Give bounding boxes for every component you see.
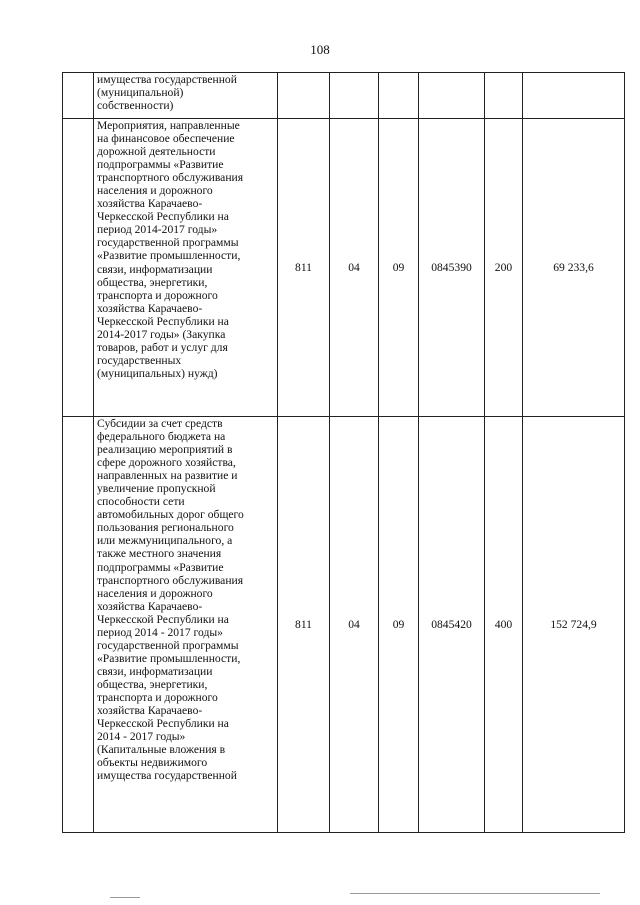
description-line: 2014 - 2017 годы» — [97, 730, 186, 744]
description-line: (муниципальных) нужд) — [97, 366, 218, 380]
table-row — [63, 417, 625, 833]
description-line: подпрограммы «Развитие — [97, 158, 224, 172]
description-line: имущества государственной — [97, 73, 237, 86]
description-line: 2014-2017 годы» (Закупка — [97, 327, 226, 341]
description-line: автомобильных дорог общего — [97, 508, 244, 522]
row-number-cell — [63, 119, 94, 417]
section-cell — [330, 73, 379, 119]
budget-table — [62, 72, 625, 833]
description-line: хозяйства Карачаево- — [97, 197, 203, 211]
scan-artifact-line — [110, 897, 140, 898]
ministry-code-cell — [278, 73, 330, 119]
description-line: период 2014 - 2017 годы» — [97, 625, 223, 639]
description-line: на финансовое обеспечение — [97, 132, 235, 146]
expense-type-cell — [485, 73, 523, 119]
description-line: «Развитие промышленности, — [97, 249, 241, 263]
description-line: (Капитальные вложения в — [97, 743, 226, 757]
table-row — [63, 119, 625, 417]
description-line: направленных на развитие и — [97, 469, 238, 483]
description-cell — [94, 73, 278, 119]
scan-artifact-line — [350, 893, 600, 894]
description-line: транспортного обслуживания — [97, 171, 244, 185]
description-line: хозяйства Карачаево- — [97, 704, 203, 718]
description-line: связи, информатизации — [97, 262, 213, 276]
description-line: Мероприятия, направленные — [97, 119, 240, 132]
description-line: сфере дорожного хозяйства, — [97, 456, 236, 470]
description-line: Черкесской Республики на — [97, 210, 229, 224]
target-article-cell: 0845390 — [419, 119, 485, 417]
description-line: Черкесской Республики на — [97, 612, 229, 626]
subsection-cell: 09 — [379, 119, 419, 417]
description-line: подпрограммы «Развитие — [97, 560, 224, 574]
description-line: общества, энергетики, — [97, 275, 208, 289]
amount-cell — [523, 73, 625, 119]
description-line: государственной программы — [97, 638, 239, 652]
section-cell: 04 — [330, 417, 379, 833]
description-line: реализацию мероприятий в — [97, 443, 233, 457]
description-line: объекты недвижимого — [97, 756, 208, 770]
description-line: населения и дорожного — [97, 184, 213, 198]
description-line: пользования регионального — [97, 521, 234, 535]
description-line: также местного значения — [97, 547, 222, 561]
page-number: 108 — [310, 42, 330, 57]
description-line: хозяйства Карачаево- — [97, 301, 203, 315]
table-row — [63, 73, 625, 119]
description-line: товаров, работ и услуг для — [97, 340, 228, 354]
expense-type-cell: 200 — [485, 119, 523, 417]
description-line: (муниципальной) — [97, 86, 184, 100]
description-line: населения и дорожного — [97, 586, 213, 600]
description-line: имущества государственной — [97, 769, 237, 783]
section-cell: 04 — [330, 119, 379, 417]
description-line: дорожной деятельности — [97, 145, 216, 159]
description-cell — [94, 119, 278, 417]
subsection-cell: 09 — [379, 417, 419, 833]
description-line: транспорта и дорожного — [97, 690, 218, 704]
description-line: увеличение пропускной — [97, 482, 216, 496]
description-line: общества, энергетики, — [97, 677, 208, 691]
amount-cell: 69 233,6 — [523, 119, 625, 417]
description-line: собственности) — [97, 99, 174, 113]
ministry-code-cell: 811 — [278, 417, 330, 833]
description-line: или межмуниципального, а — [97, 534, 233, 548]
description-line: период 2014-2017 годы» — [97, 223, 218, 237]
description-cell — [94, 417, 278, 833]
row-number-cell — [63, 417, 94, 833]
description-line: транспорта и дорожного — [97, 288, 218, 302]
amount-cell: 152 724,9 — [523, 417, 625, 833]
row-number-cell — [63, 73, 94, 119]
description-line: «Развитие промышленности, — [97, 651, 241, 665]
expense-type-cell: 400 — [485, 417, 523, 833]
description-line: федерального бюджета на — [97, 430, 226, 444]
description-line: связи, информатизации — [97, 664, 213, 678]
description-line: Черкесской Республики на — [97, 314, 229, 328]
target-article-cell — [419, 73, 485, 119]
target-article-cell: 0845420 — [419, 417, 485, 833]
description-line: хозяйства Карачаево- — [97, 599, 203, 613]
description-line: государственных — [97, 353, 182, 367]
description-line: способности сети — [97, 495, 185, 509]
description-line: Черкесской Республики на — [97, 717, 229, 731]
description-line: государственной программы — [97, 236, 239, 250]
subsection-cell — [379, 73, 419, 119]
ministry-code-cell: 811 — [278, 119, 330, 417]
description-line: Субсидии за счет средств — [97, 417, 223, 430]
description-line: транспортного обслуживания — [97, 573, 244, 587]
